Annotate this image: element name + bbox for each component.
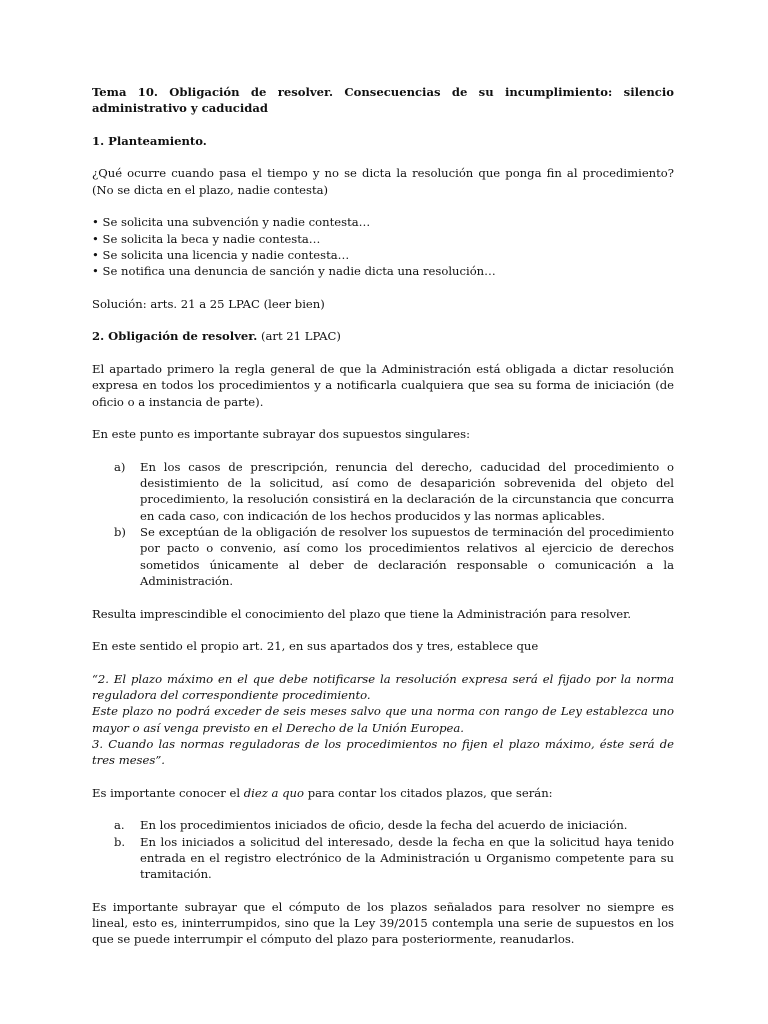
document-page <box>92 84 674 948</box>
section-2-heading-ref: (art 21 LPAC) <box>257 329 341 344</box>
quote-line: “2. El plazo máximo en el que debe notificarse la resolución expresa será el fijado por la norma reguladora del correspondiente procedimiento. <box>92 671 674 702</box>
list-item <box>92 834 674 883</box>
section-1-question: ¿Qué ocurre cuando pasa el tiempo y no se dicta la resolución que ponga fin al procedimiento? (No se dicta en el plazo, nadie contesta) <box>92 166 674 197</box>
section-2-heading: 2. Obligación de resolver. <box>92 329 258 344</box>
list-item-text: Se exceptúan de la obligación de resolver los supuestos de terminación del procedimiento por pacto o convenio, así como los procedimientos relativos al ejercicio de derechos sometidos únicamente al deber de declaración responsable o comunicación a la Administración. <box>140 525 674 588</box>
section-2-heading-line <box>92 328 674 344</box>
text-run: Es importante conocer el <box>92 785 244 800</box>
list-item <box>92 459 674 524</box>
legal-quote <box>92 671 674 769</box>
list-item-text: En los procedimientos iniciados de oficio, desde la fecha del acuerdo de iniciación. <box>140 818 628 833</box>
quote-line: Este plazo no podrá exceder de seis meses salvo que una norma con rango de Ley establezca uno mayor o así venga previsto en el Derecho de la Unión Europea. <box>92 704 674 735</box>
list-marker: b) <box>114 525 126 540</box>
emphasis-dies-a-quo: diez a quo <box>243 785 305 800</box>
plazo-start-list <box>92 817 674 882</box>
bullet-item: • Se solicita una subvención y nadie contesta… <box>92 215 371 230</box>
section-1-heading: 1. Planteamiento. <box>92 133 207 148</box>
quote-line: 3. Cuando las normas reguladoras de los procedimientos no fijen el plazo máximo, éste será de tres meses”. <box>92 736 674 768</box>
bullet-item: • Se notifica una denuncia de sanción y nadie dicta una resolución… <box>92 264 496 279</box>
paragraph-computo: Es importante subrayar que el cómputo de los plazos señalados para resolver no siempre es lineal, esto es, ininterrumpidos, sino que la Ley 39/2015 contempla una serie de supuestos en los que se puede interrumpir el cómputo del plazo para posteriormente, reanudarlos. <box>92 899 674 947</box>
list-marker: a) <box>114 459 126 474</box>
list-item <box>92 817 674 833</box>
list-marker: b. <box>114 834 126 849</box>
paragraph-dies-a-quo <box>92 785 674 801</box>
text-run: para contar los citados plazos, que serán: <box>304 785 553 800</box>
example-bullet-list <box>92 214 674 279</box>
supuestos-list <box>92 459 674 589</box>
bullet-item: • Se solicita la beca y nadie contesta… <box>92 231 321 246</box>
paragraph-art21: En este sentido el propio art. 21, en sus apartados dos y tres, establece que <box>92 639 539 654</box>
list-item-text: En los iniciados a solicitud del interesado, desde la fecha en que la solicitud haya tenido entrada en el registro electrónico de la Administración u Organismo competente para su tramitación. <box>140 834 674 882</box>
list-marker: a. <box>114 818 125 833</box>
bullet-item: • Se solicita una licencia y nadie contesta… <box>92 247 350 262</box>
paragraph-plazo: Resulta imprescindible el conocimiento del plazo que tiene la Administración para resolver. <box>92 606 632 621</box>
paragraph-supuestos-intro: En este punto es importante subrayar dos supuestos singulares: <box>92 427 470 442</box>
list-item <box>92 524 674 589</box>
document-title: Tema 10. Obligación de resolver. Consecuencias de su incumplimiento: silencio administrativo y caducidad <box>92 85 674 116</box>
solution-line: Solución: arts. 21 a 25 LPAC (leer bien) <box>92 296 325 311</box>
paragraph-general-rule: El apartado primero la regla general de que la Administración está obligada a dictar resolución expresa en todos los procedimientos y a notificarla cualquiera que sea su forma de iniciación (de oficio o a instancia de parte). <box>92 362 674 409</box>
list-item-text: En los casos de prescripción, renuncia del derecho, caducidad del procedimiento o desistimiento de la solicitud, así como de desaparición sobrevenida del objeto del procedimiento, la resolución consistirá en la declaración de la circunstancia que concurra en cada caso, con indicación de los hechos producidos y las normas aplicables. <box>140 459 674 523</box>
